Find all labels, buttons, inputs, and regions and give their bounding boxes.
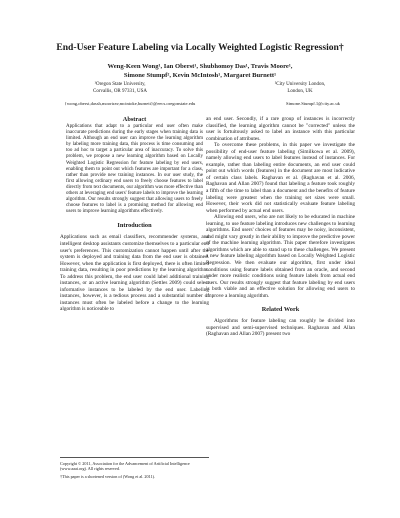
affiliation-2-line-2: London, UK bbox=[287, 88, 313, 94]
abstract-body bbox=[60, 124, 209, 215]
introduction-text: Applications such as email classifiers, recommender systems, and intelligent desktop assistants customize themselves to a particular end user's preferences. This customization cannot happen until after the system is deployed and training data from the end user is obtained. However, when the application is first deployed, there is often limited training data, resulting in poor predictions by the learning algorithm. To address this problem, the end user could label additional training instances, or an active learning algorithm (Settles 2009) could select informative instances to be labeled by the end user. Labeling instances, however, is a tedious process and a substantial number of instances must often be labeled before a change to the learning algorithm is noticeable to bbox=[60, 234, 209, 313]
version-footnote: †This paper is a shortened version of (Wong et al. 2011). bbox=[60, 474, 156, 480]
authors-line-1: Weng-Keen Wong¹, Ian Oberst¹, Shubhomoy Das¹, Travis Moore¹, bbox=[107, 63, 293, 70]
right-paragraph-1: an end user. Secondly, if a rare group of instances is incorrectly classified, the learning algorithm cannot be "corrected" unless the user is fortuitously asked to label an instance with this particular combination of attributes. bbox=[206, 116, 355, 142]
right-paragraph-2: To overcome these problems, in this paper we investigate the possibility of end-user feature labeling (Similkowa et al. 2009), namely allowing end users to label features instead of instances. For example, rather than labeling entire documents, an end user could point out which words (features) in the document are most indicative of certain class labels. Raghavan et al. (Raghavan et al. 2006, Raghavan and Allan 2007) found that labeling a feature took roughly a fifth of the time to label than a document and the benefits of feature labeling were greatest when the training set sizes were small. However, their work did not statistically evaluate feature labeling when performed by actual end users. bbox=[206, 142, 355, 214]
right-paragraph-3: Allowing end users, who are not likely to be educated in machine learning, to use feature labeling introduces new challenges to learning algorithms. End users' choices of features may be noisy, inconsistent, and might vary greatly in their ability to improve the predictive power of the machine learning algorithm. This paper therefore investigates algorithms which are able to stand up to these challenges. We present a new feature labeling algorithm based on Locally Weighted Logistic Regression. We then evaluate our algorithm, first under ideal conditions using feature labels obtained from an oracle, and second under more realistic conditions using feature labels from actual end users. Our results strongly suggest that feature labeling by end users is both viable and an effective solution for allowing end users to improve a learning algorithm. bbox=[206, 214, 355, 299]
author-list bbox=[40, 62, 360, 80]
affiliation-2-line-1: ²City University London, bbox=[274, 82, 326, 87]
email-city: Simone.Stumpf.1@city.ac.uk bbox=[286, 101, 340, 106]
left-column bbox=[60, 116, 209, 313]
affiliation-1 bbox=[50, 82, 190, 96]
abstract-text: Applications that adapt to a particular end user often make inaccurate predictions during the early stages when training data is limited. Although an end user can improve the learning algorithm by labeling more training data, this process is time consuming and too ad hoc to target a particular area of inaccuracy. To solve this problem, we propose a new learning algorithm based on Locally Weighted Logistic Regression for feature labeling by end users, enabling them to point out which features are important for a class, rather than provide new training instances. In our user study, the first allowing ordinary end users to freely choose features to label directly from text documents, our algorithm was more effective than others at leveraging end users' feature labels to improve the learning algorithm. Our results strongly suggest that allowing users to freely choose features to label is a promising method for allowing end users to improve learning algorithms effectively. bbox=[66, 124, 203, 215]
right-column bbox=[206, 116, 355, 338]
affiliation-1-line-1: ¹Oregon State University, bbox=[94, 82, 146, 87]
copyright-footnote: Copyright © 2011, Association for the Advancement of Artificial Intelligence (www.aaai.org). All rights reserved. bbox=[60, 461, 190, 472]
email-osu: {wong,oberst,dassh,moortrav,mcintoke,burnett}@eecs.oregonstate.edu bbox=[64, 101, 196, 106]
related-work-heading: Related Work bbox=[261, 306, 300, 314]
paper-title: End-User Feature Labeling via Locally Weighted Logistic Regression† bbox=[56, 42, 344, 53]
footnotes bbox=[60, 457, 209, 483]
authors-line-2: Simone Stumpf², Kevin McIntosh¹, Margaret Burnett¹ bbox=[123, 72, 277, 79]
affiliation-2 bbox=[240, 82, 360, 96]
abstract-heading: Abstract bbox=[122, 116, 147, 123]
affiliation-1-line-2: Corvallis, OR 97331, USA bbox=[92, 88, 148, 94]
introduction-heading: Introduction bbox=[117, 222, 152, 230]
related-work-text: Algorithms for feature labeling can roughly be divided into supervised and semi-supervised techniques. Raghavan and Allan (Raghavan and Allan 2007) present two bbox=[206, 318, 355, 338]
